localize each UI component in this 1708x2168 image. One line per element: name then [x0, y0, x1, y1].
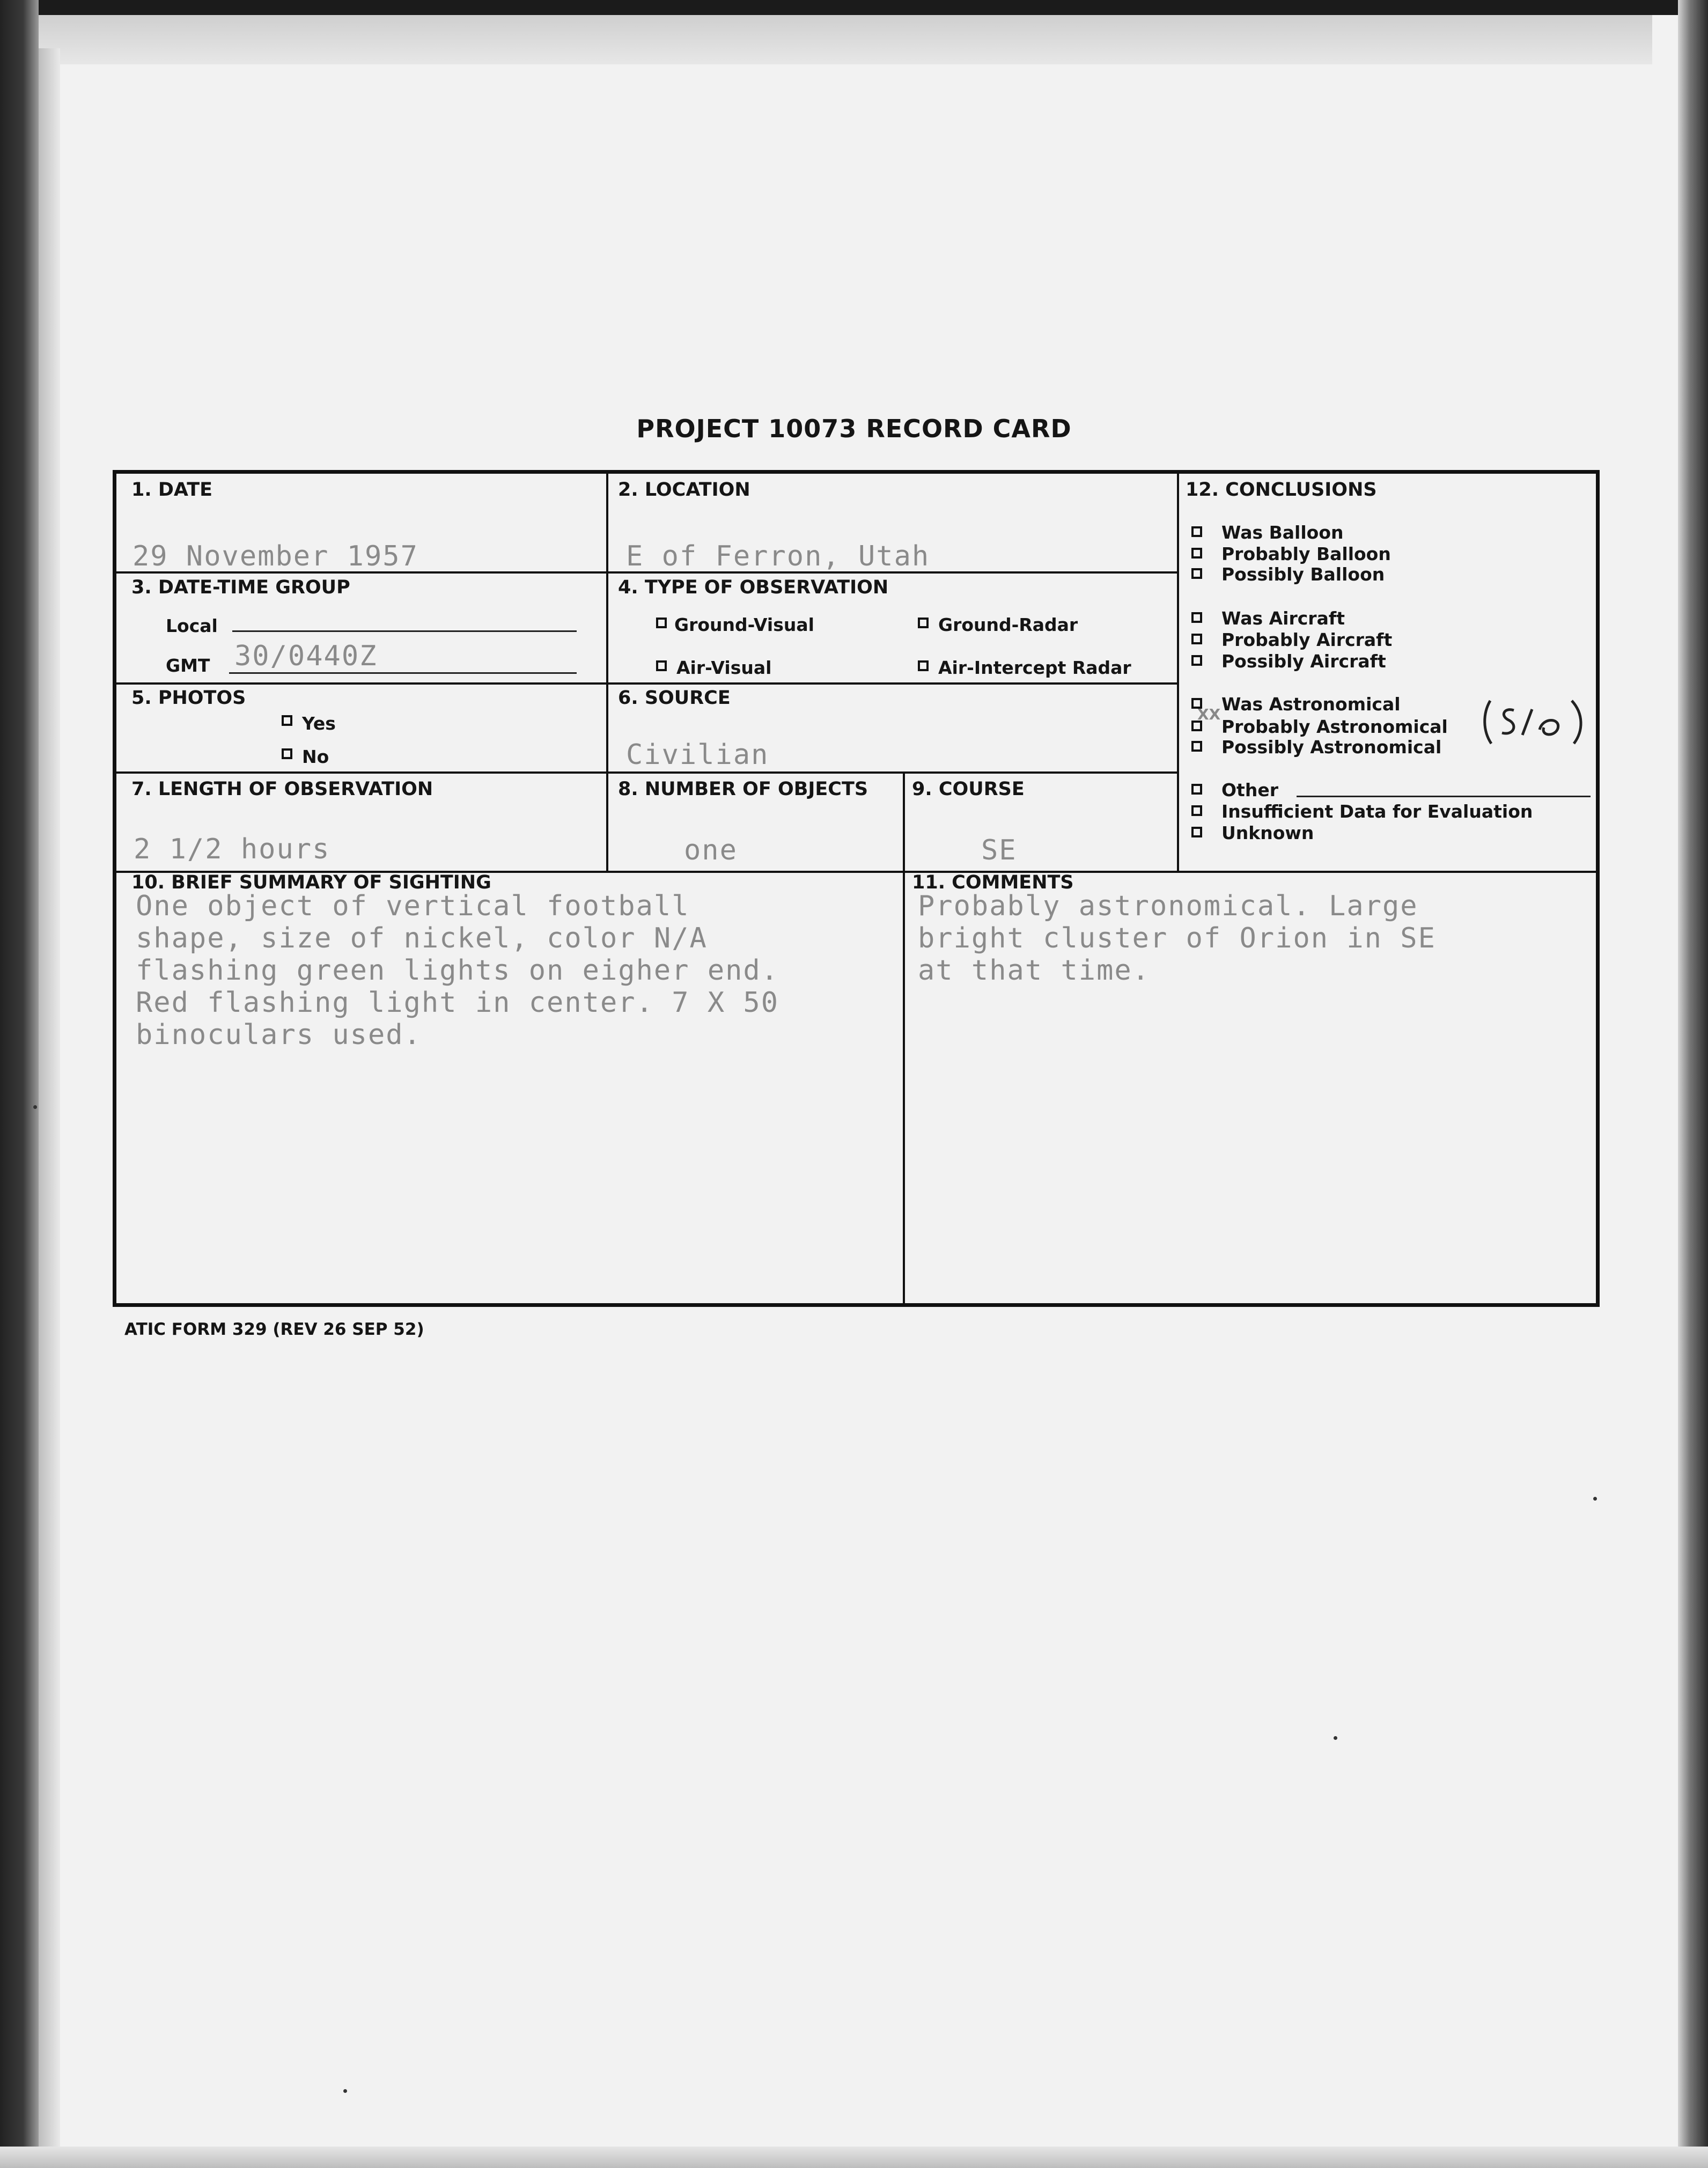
source-label: 6. SOURCE: [618, 687, 731, 709]
scan-border-top: [0, 0, 1708, 15]
gmt-label: GMT: [166, 655, 210, 676]
option-air-intercept-radar: Air-Intercept Radar: [938, 657, 1131, 678]
length-label: 7. LENGTH OF OBSERVATION: [131, 778, 433, 800]
divider: [606, 474, 608, 871]
local-label: Local: [166, 615, 218, 636]
option-ground-radar: Ground-Radar: [938, 614, 1078, 635]
date-label: 1. DATE: [131, 479, 213, 501]
dust-speck: [33, 1105, 37, 1109]
location-value: E of Ferron, Utah: [626, 540, 930, 572]
summary-line: flashing green lights on eigher end.: [136, 954, 779, 987]
checkbox-photos-yes[interactable]: [282, 715, 292, 726]
course-label: 9. COURSE: [912, 778, 1025, 800]
number-label: 8. NUMBER OF OBJECTS: [618, 778, 868, 800]
gmt-value: 30/0440Z: [234, 640, 378, 672]
conclusion-checkbox[interactable]: [1191, 805, 1202, 816]
conclusion-option: Insufficient Data for Evaluation: [1221, 801, 1533, 822]
local-underline: [232, 630, 577, 632]
conclusion-checkbox[interactable]: [1191, 741, 1202, 752]
conclusion-option: Was Astronomical: [1221, 694, 1401, 715]
divider: [1177, 474, 1179, 871]
checkbox-air-intercept-radar[interactable]: [918, 660, 929, 671]
comments-line: bright cluster of Orion in SE: [918, 922, 1436, 954]
checkbox-ground-visual[interactable]: [656, 618, 667, 628]
conclusion-checkbox[interactable]: [1191, 784, 1202, 795]
type-label: 4. TYPE OF OBSERVATION: [618, 577, 889, 598]
conclusion-checkbox[interactable]: [1191, 827, 1202, 837]
option-ground-visual: Ground-Visual: [674, 614, 814, 635]
conclusions-label: 12. CONCLUSIONS: [1186, 479, 1377, 501]
scan-border-bottom: [0, 2147, 1708, 2168]
course-value: SE: [981, 834, 1017, 866]
number-value: one: [684, 834, 738, 866]
divider: [903, 871, 905, 1303]
scan-border-right: [1678, 0, 1708, 2168]
summary-line: binoculars used.: [136, 1019, 422, 1051]
summary-line: One object of vertical football: [136, 890, 690, 922]
conclusion-checkbox[interactable]: [1191, 526, 1202, 537]
scan-border-top-gradient: [32, 15, 1652, 64]
photos-no-label: No: [302, 746, 329, 767]
dust-speck: [343, 2089, 347, 2093]
conclusion-option: Probably Aircraft: [1221, 629, 1393, 650]
scan-border-left: [0, 0, 39, 2168]
divider: [903, 771, 905, 872]
card-title: PROJECT 10073 RECORD CARD: [636, 414, 1072, 443]
conclusion-checkbox[interactable]: [1191, 568, 1202, 579]
scan-border-left-gradient: [39, 48, 60, 2168]
datetime-label: 3. DATE-TIME GROUP: [131, 577, 350, 598]
checkbox-air-visual[interactable]: [656, 660, 667, 671]
comments-label: 11. COMMENTS: [912, 872, 1074, 893]
source-value: Civilian: [626, 739, 769, 771]
conclusion-option: Was Aircraft: [1221, 608, 1345, 629]
conclusion-option: Possibly Astronomical: [1221, 737, 1442, 758]
conclusion-option: Probably Balloon: [1221, 543, 1391, 564]
conclusion-checkbox[interactable]: [1191, 655, 1202, 666]
length-value: 2 1/2 hours: [134, 833, 330, 865]
summary-line: shape, size of nickel, color N/A: [136, 922, 708, 954]
checkbox-ground-radar[interactable]: [918, 618, 929, 628]
conclusion-checkbox[interactable]: [1191, 634, 1202, 644]
conclusion-checkbox[interactable]: [1191, 698, 1202, 709]
photos-yes-label: Yes: [302, 713, 336, 734]
dust-speck: [1334, 1736, 1337, 1740]
handwritten-initials: [1481, 697, 1586, 746]
conclusion-checkbox[interactable]: [1191, 612, 1202, 623]
comments-line: at that time.: [918, 954, 1150, 987]
divider: [116, 771, 1179, 774]
conclusion-option: Other: [1221, 780, 1278, 800]
form-footer: ATIC FORM 329 (REV 26 SEP 52): [124, 1320, 424, 1339]
conclusion-option: Possibly Balloon: [1221, 564, 1385, 585]
conclusion-option: Possibly Aircraft: [1221, 651, 1386, 672]
date-value: 29 November 1957: [132, 540, 418, 572]
summary-label: 10. BRIEF SUMMARY OF SIGHTING: [131, 872, 491, 893]
location-label: 2. LOCATION: [618, 479, 750, 501]
photos-label: 5. PHOTOS: [131, 687, 246, 709]
checked-mark: XX: [1197, 705, 1221, 723]
record-card: [113, 470, 1600, 1307]
conclusion-checkbox[interactable]: [1191, 721, 1202, 731]
other-underline: [1297, 796, 1591, 797]
gmt-underline: [229, 672, 577, 674]
summary-line: Red flashing light in center. 7 X 50: [136, 987, 779, 1019]
conclusion-option: Probably Astronomical: [1221, 716, 1448, 737]
conclusion-option: Unknown: [1221, 822, 1314, 843]
checkbox-photos-no[interactable]: [282, 748, 292, 759]
conclusion-checkbox[interactable]: [1191, 548, 1202, 558]
comments-line: Probably astronomical. Large: [918, 890, 1418, 922]
dust-speck: [1593, 1497, 1597, 1501]
conclusion-option: Was Balloon: [1221, 522, 1344, 543]
divider: [116, 682, 1179, 685]
option-air-visual: Air-Visual: [676, 657, 772, 678]
